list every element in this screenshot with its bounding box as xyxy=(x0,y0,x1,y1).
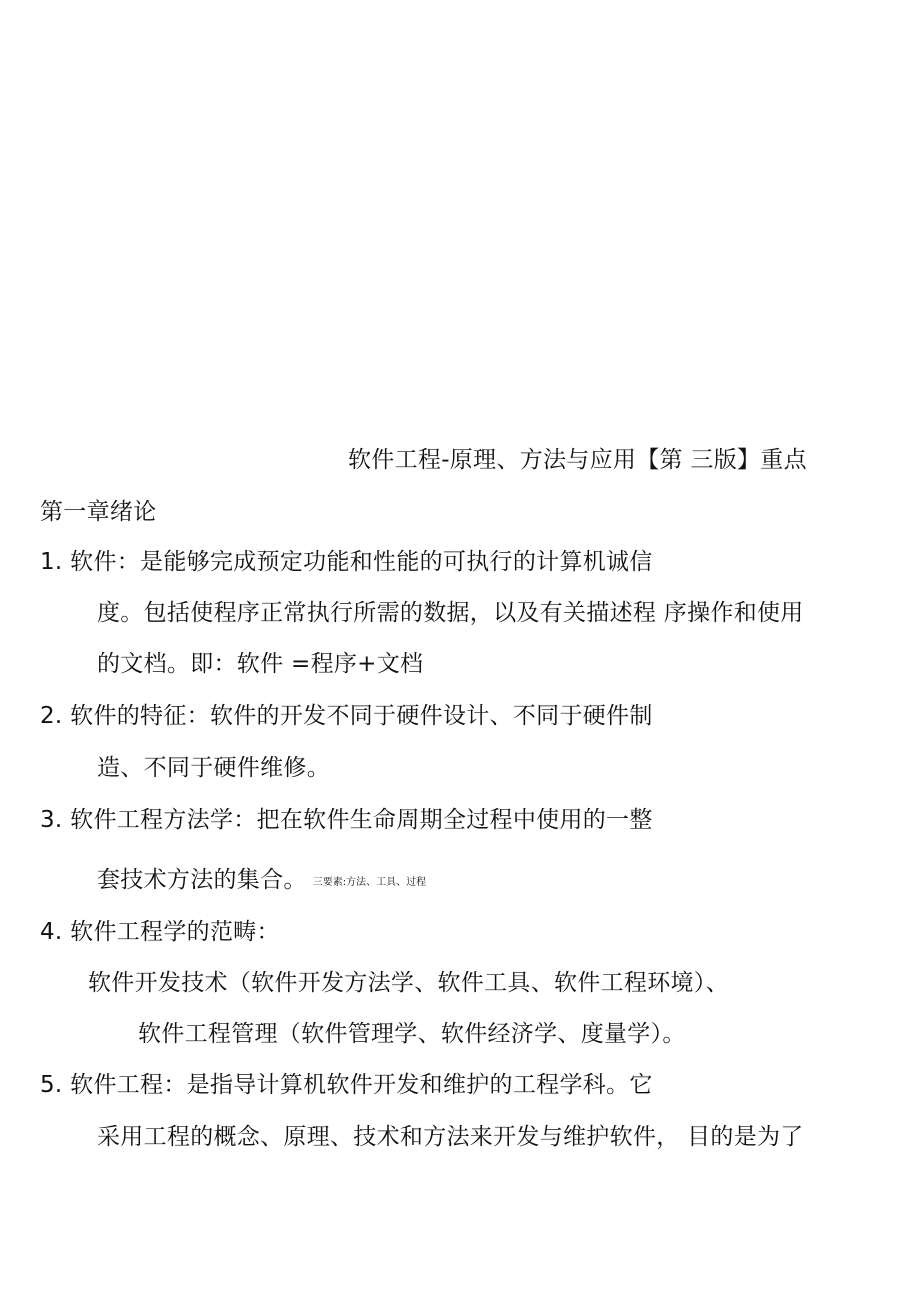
item-3-line-2 xyxy=(97,865,426,898)
item-2-line-1: 2. 软件的特征：软件的开发不同于硬件设计、不同于硬件制 xyxy=(40,703,653,729)
item-1-line-2: 度。包括使程序正常执行所需的数据，以及有关描述程 序操作和使用 xyxy=(97,600,804,626)
chapter-heading: 第一章绪论 xyxy=(40,499,157,525)
item-5-line-2: 采用工程的概念、原理、技术和方法来开发与维护软件， 目的是为了 xyxy=(97,1124,804,1150)
item-3-note: 三要素:方法、工具、过程 xyxy=(312,877,427,888)
item-3-line-1: 3. 软件工程方法学：把在软件生命周期全过程中使用的一整 xyxy=(40,807,653,833)
item-4-line-1: 4. 软件工程学的范畴： xyxy=(40,919,280,945)
item-1-line-3: 的文档。即：软件 =程序+文档 xyxy=(97,651,424,677)
document-title: 软件工程-原理、方法与应用【第 三版】重点 xyxy=(348,447,807,473)
item-1-line-1: 1. 软件：是能够完成预定功能和性能的可执行的计算机诚信 xyxy=(40,549,653,575)
item-3-line-2-text: 套技术方法的集合。 xyxy=(97,867,307,893)
item-5-line-1: 5. 软件工程：是指导计算机软件开发和维护的工程学科。它 xyxy=(40,1072,653,1098)
item-4-line-2: 软件开发技术（软件开发方法学、软件工具、软件工程环境）、 xyxy=(88,970,729,996)
item-4-line-3: 软件工程管理（软件管理学、软件经济学、度量学）。 xyxy=(138,1021,686,1047)
item-2-line-2: 造、不同于硬件维修。 xyxy=(97,755,330,781)
